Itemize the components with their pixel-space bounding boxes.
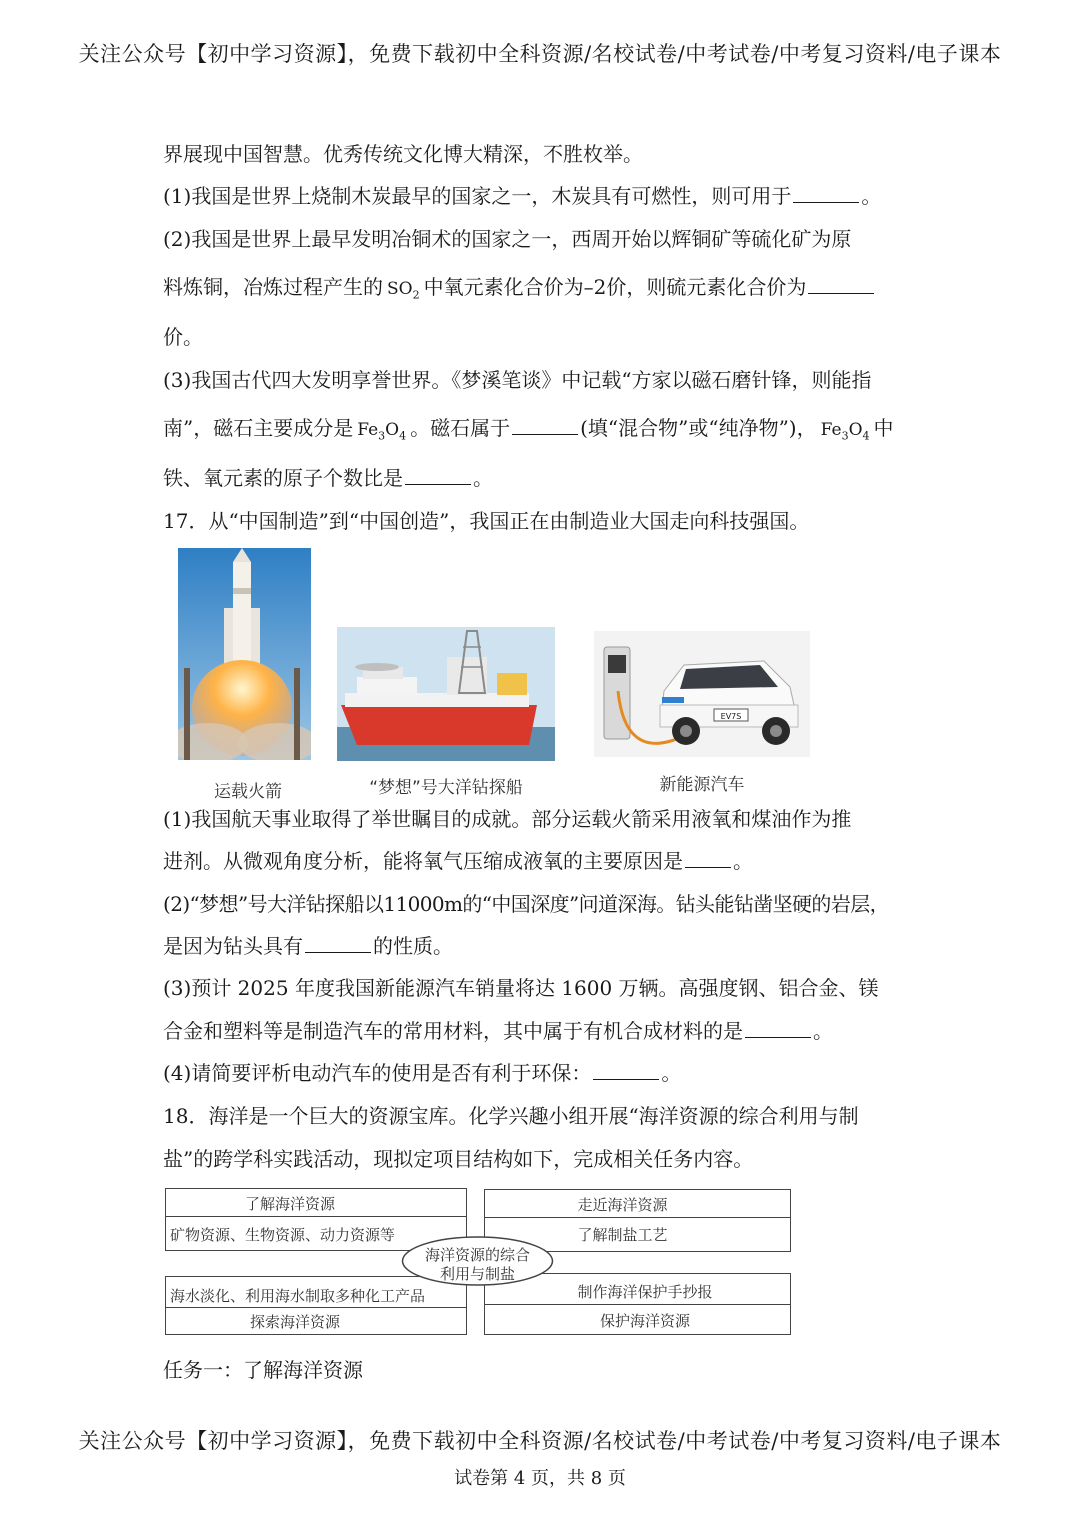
caption-car: 新能源汽车 bbox=[659, 775, 745, 795]
q16-part3-text-c: (填“混合物”或“纯净物”)， bbox=[580, 416, 817, 440]
diagram-br-bottom-text: 保护海洋资源 bbox=[599, 1312, 690, 1330]
diagram-center-text-1: 海洋资源的综合 bbox=[424, 1246, 530, 1264]
q16-part2-text: 料炼铜，冶炼过程产生的 bbox=[163, 275, 383, 299]
answer-blank[interactable] bbox=[793, 182, 859, 203]
q16-part3-line3 bbox=[163, 464, 493, 492]
diagram-tr-bottom-text: 了解制盐工艺 bbox=[577, 1226, 668, 1244]
car-plate: EV7S bbox=[720, 712, 742, 721]
q16-part3-text-e: 铁、氧元素的原子个数比是 bbox=[163, 466, 403, 490]
fe3o4-formula: $Fe_3O_4$ bbox=[357, 420, 407, 443]
diagram-center-text-2: 利用与制盐 bbox=[439, 1265, 515, 1283]
q16-part3-text: 南”，磁石主要成分是 bbox=[163, 416, 354, 440]
q18-line2: 盐”的跨学科实践活动，现拟定项目结构如下，完成相关任务内容。 bbox=[163, 1147, 754, 1171]
footer-banner: 关注公众号【初中学习资源】，免费下载初中全科资源/名校试卷/中考试卷/中考复习资料/电子课本 bbox=[78, 1429, 1002, 1453]
answer-blank[interactable] bbox=[305, 932, 371, 953]
q16-part3-line1: (3)我国古代四大发明享誉世界。《梦溪笔谈》中记载“方家以磁石磨针锋，则能指 bbox=[163, 368, 872, 392]
q16-part1-text: (1)我国是世界上烧制木炭最早的国家之一，木炭具有可燃性，则可用于 bbox=[163, 184, 792, 208]
q17-part2-line1: (2)“梦想”号大洋钻探船以11000m的“中国深度”问道深海。钻头能钻凿坚硬的岩层， bbox=[163, 892, 890, 916]
rocket-image bbox=[178, 548, 311, 760]
q18-line1: 18．海洋是一个巨大的资源宝库。化学兴趣小组开展“海洋资源的综合利用与制 bbox=[163, 1104, 859, 1128]
q16-part1 bbox=[163, 182, 881, 210]
electric-car-image bbox=[594, 631, 810, 757]
diagram-tl-bottom-text: 矿物资源、生物资源、动力资源等 bbox=[170, 1226, 396, 1244]
q17-part4-end: 。 bbox=[661, 1061, 682, 1085]
answer-blank[interactable] bbox=[745, 1017, 811, 1038]
q16-part3-line2 bbox=[163, 414, 894, 450]
q17-part3-line1: (3)预计 2025 年度我国新能源汽车销量将达 1600 万辆。高强度钢、铝合金、镁 bbox=[163, 976, 879, 1000]
caption-ship: “梦想”号大洋钻探船 bbox=[369, 778, 523, 798]
diagram-tr-top-text: 走近海洋资源 bbox=[577, 1196, 668, 1214]
q16-part2-line2 bbox=[163, 273, 876, 309]
q17-part2-text: 是因为钻头具有 bbox=[163, 934, 303, 958]
q17-part4-text: (4)请简要评析电动汽车的使用是否有利于环保： bbox=[163, 1061, 592, 1085]
q16-part3-text-b: 。磁石属于 bbox=[410, 416, 511, 440]
q18-task1: 任务一：了解海洋资源 bbox=[163, 1358, 363, 1382]
q17-part1-line1: (1)我国航天事业取得了举世瞩目的成就。部分运载火箭采用液氧和煤油作为推 bbox=[163, 807, 852, 831]
so2-formula: $SO_2$ bbox=[387, 279, 420, 302]
drilling-ship-image bbox=[337, 627, 555, 761]
q16-part2-line1: (2)我国是世界上最早发明冶铜术的国家之一，西周开始以辉铜矿等硫化矿为原 bbox=[163, 227, 852, 251]
fe3o4-formula: $Fe_3O_4$ bbox=[820, 420, 870, 443]
q17-title: 17．从“中国制造”到“中国创造”，我国正在由制造业大国走向科技强国。 bbox=[163, 509, 810, 533]
q16-part2-text-b: 中氧元素化合价为–2价，则硫元素化合价为 bbox=[423, 275, 807, 299]
page-number: 试卷第 4 页，共 8 页 bbox=[454, 1468, 626, 1489]
diagram-bl-top-text: 海水淡化、利用海水制取多种化工产品 bbox=[170, 1287, 426, 1305]
diagram-br-top-text: 制作海洋保护手抄报 bbox=[577, 1283, 713, 1301]
answer-blank[interactable] bbox=[512, 414, 578, 435]
q17-part2-end: 的性质。 bbox=[373, 934, 453, 958]
q17-part2-line2 bbox=[163, 932, 453, 960]
q17-part3-text: 合金和塑料等是制造汽车的常用材料，其中属于有机合成材料的是 bbox=[163, 1019, 743, 1043]
q17-part3-end: 。 bbox=[813, 1019, 833, 1043]
answer-blank[interactable] bbox=[685, 847, 731, 868]
answer-blank[interactable] bbox=[593, 1059, 659, 1080]
q16-part1-end: 。 bbox=[861, 184, 882, 208]
answer-blank[interactable] bbox=[405, 464, 471, 485]
answer-blank[interactable] bbox=[808, 273, 874, 294]
q16-intro-tail: 界展现中国智慧。优秀传统文化博大精深，不胜枚举。 bbox=[163, 142, 643, 166]
q17-part3-line2 bbox=[163, 1017, 833, 1045]
diagram-bl-bottom-text: 探索海洋资源 bbox=[249, 1313, 340, 1331]
caption-rocket: 运载火箭 bbox=[214, 782, 282, 802]
q16-part3-end: 。 bbox=[473, 466, 493, 490]
q16-part2-line3: 价。 bbox=[163, 325, 203, 349]
header-banner: 关注公众号【初中学习资源】，免费下载初中全科资源/名校试卷/中考试卷/中考复习资料/电子课本 bbox=[78, 42, 1002, 66]
q17-part1-end: 。 bbox=[733, 849, 753, 873]
q17-part1-line2 bbox=[163, 847, 753, 875]
q17-part4 bbox=[163, 1059, 681, 1087]
q17-part1-text: 进剂。从微观角度分析，能将氧气压缩成液氧的主要原因是 bbox=[163, 849, 683, 873]
q16-part3-text-d: 中 bbox=[873, 416, 894, 440]
diagram-tl-top-text: 了解海洋资源 bbox=[244, 1195, 335, 1213]
